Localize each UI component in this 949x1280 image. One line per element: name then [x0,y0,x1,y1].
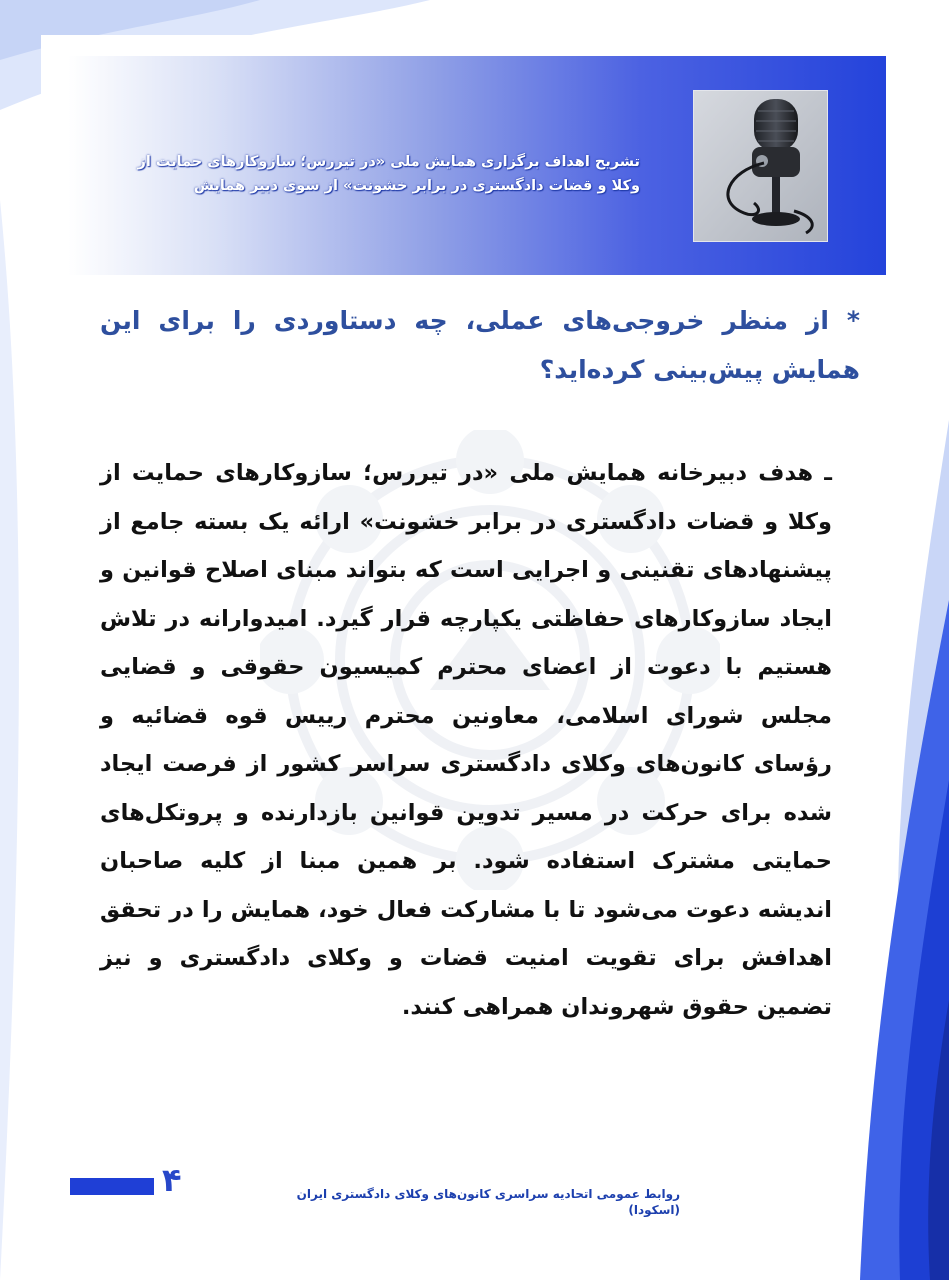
header-title: تشریح اهداف برگزاری همایش ملی «در تیررس؛ سازوکارهای حمایت از وکلا و قضات دادگستری در برابر خشونت» از سوی دبیر همایش [137,154,640,194]
header-image [693,90,828,242]
page-number: ۴ [162,1161,182,1199]
interview-answer: ـ هدف دبیرخانه همایش ملی «در تیررس؛ سازوکارهای حمایت از وکلا و قضات دادگستری در برابر خشونت» ارائه یک بسته جامع از پیشنهادهای تقنینی و اجرایی است که بتواند مبنای اصلاح قوانین و ایجاد سازوکارهای حفاظتی یکپارچه قرار گیرد. امیدوارانه در تلاش هستیم با دعوت از اعضای محترم کمیسیون حقوقی و قضایی مجلس شورای اسلامی، معاونین محترم رییس قوه قضائیه و رؤسای کانون‌های وکلای دادگستری سراسر کشور از فرصت ایجاد شده برای حرکت در مسیر تدوین قوانین بازدارنده و پروتکل‌های حمایتی مشترک استفاده شود. بر همین مبنا از کلیه صاحبان اندیشه دعوت می‌شود تا با مشارکت فعال خود، همایش را در تحقق اهدافش برای تقویت امنیت قضات و وکلای دادگستری و نیز تضمین حقوق شهروندان همراهی کنند. [100,460,832,1020]
interview-question: * از منظر خروجی‌های عملی، چه دستاوردی را برای این همایش پیش‌بینی کرده‌اید؟ [100,306,860,384]
footer-accent-bar [70,1178,154,1195]
footer-publisher: روابط عمومی اتحادیه سراسری کانون‌های وکلای دادگستری ایران (اسکودا) [296,1187,680,1217]
microphone-icon [694,91,827,241]
